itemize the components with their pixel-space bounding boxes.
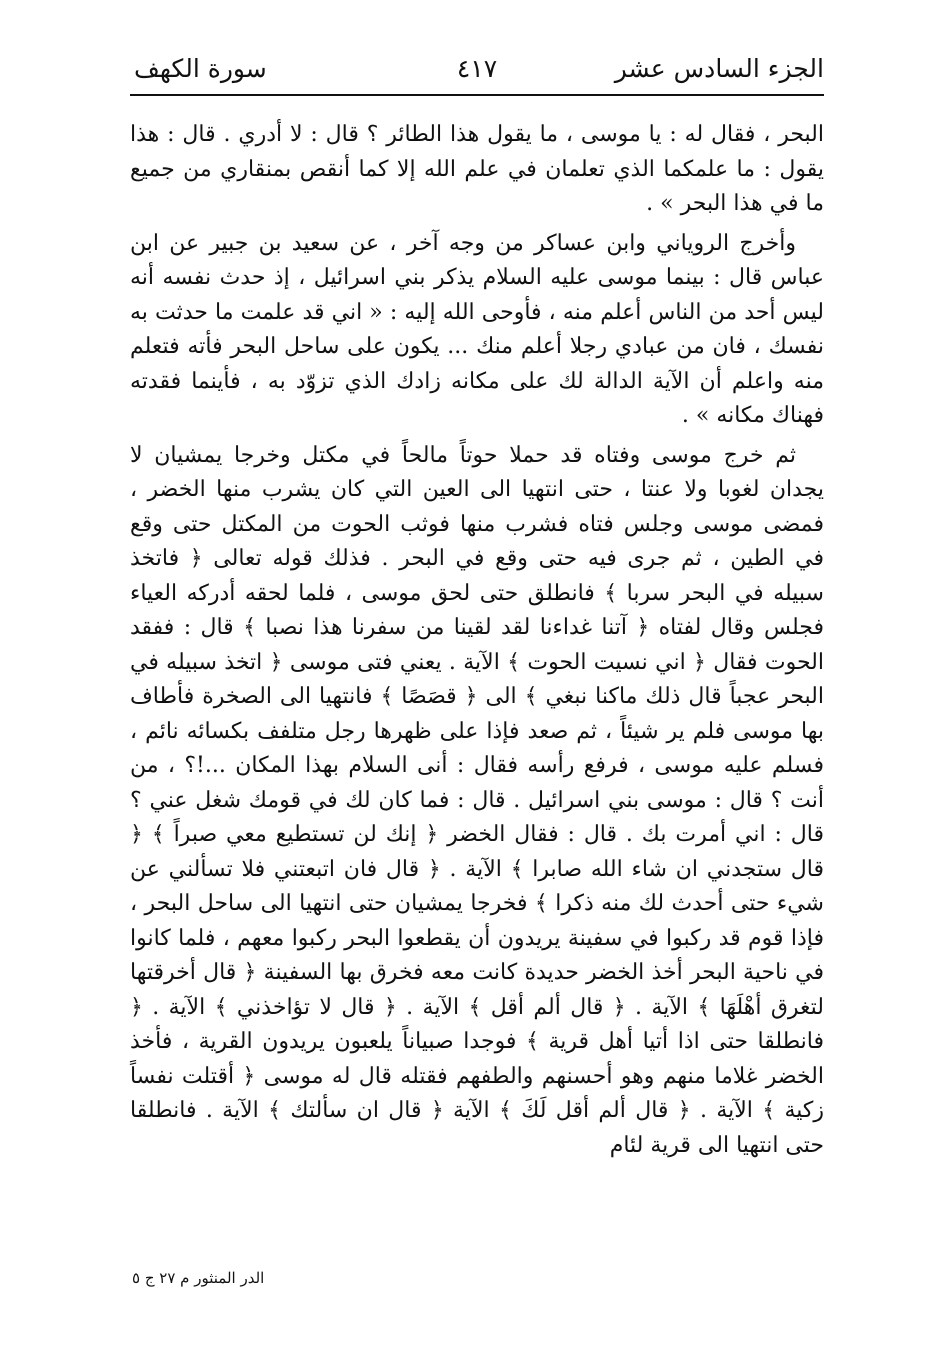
header-surah-label: سورة الكهف xyxy=(134,54,267,83)
running-header xyxy=(130,46,824,92)
header-rule xyxy=(130,94,824,96)
page-number: ٤١٧ xyxy=(456,54,498,83)
header-part-label: الجزء السادس عشر xyxy=(614,54,824,83)
paragraph-3: ثم خرج موسى وفتاه قد حملا حوتاً مالحاً في مكتل وخرجا يمشيان لا يجدان لغوبا ولا عنتا ، حتى انتهيا الى العين التي كان يشرب منها الخضر ، فمضى موسى وجلس فتاه فشرب منها فوثب الحوت من المكتل حتى وقع في الطين ، ثم جرى فيه حتى وقع في البحر . فذلك قوله تعالى ﴿ فاتخذ سبيله في البحر سربا ﴾ فانطلق حتى لحق موسى ، فلما لحقه أدركه العياء فجلس وقال لفتاه ﴿ آتنا غداءنا لقد لقينا من سفرنا هذا نصبا ﴾ قال : ففقد الحوت فقال ﴿ اني نسيت الحوت ﴾ الآية . يعني فتى موسى ﴿ اتخذ سبيله في البحر عجباً قال ذلك ماكنا نبغي ﴾ الى ﴿ قصَصًا ﴾ فانتهيا الى الصخرة فأطاف بها موسى فلم ير شيئاً ، ثم صعد فإذا على ظهرها رجل متلفف بكسائه نائم ، فسلم عليه موسى ، فرفع رأسه فقال : أنى السلام بهذا المكان ...!؟ ، من أنت ؟ قال : موسى بني اسرائيل . قال : فما كان لك في قومك شغل عني ؟ قال : اني أمرت بك . قال : فقال الخضر ﴿ إنك لن تستطيع معي صبراً ﴾ ﴿ قال ستجدني ان شاء الله صابرا ﴾ الآية . ﴿ قال فان اتبعتني فلا تسألني عن شيء حتى أحدث لك منه ذكرا ﴾ فخرجا يمشيان حتى انتهيا الى ساحل البحر ، فإذا قوم قد ركبوا في سفينة يريدون أن يقطعوا البحر ركبوا معهم ، فلما كانوا في ناحية البحر أخذ الخضر حديدة كانت معه فخرق بها السفينة ﴿ قال أخرقتها لتغرق أهْلَهَا ﴾ الآية . ﴿ قال ألم أقل ﴾ الآية . ﴿ قال لا تؤاخذني ﴾ الآية . ﴿ فانطلقا حتى اذا أتيا أهل قرية ﴾ فوجدا صبياناً يلعبون يريدون القرية ، فأخذ الخضر غلاما منهم وهو أحسنهم والطفهم فقتله قال له موسى ﴿ أقتلت نفساً زكية ﴾ الآية . ﴿ قال ألم أقل لَكَ ﴾ الآية ﴿ قال ان سألتك ﴾ الآية . فانطلقا حتى انتهيا الى قرية لئام xyxy=(130,442,824,1158)
body-text xyxy=(130,118,824,1168)
footer-signature: الدر المنثور م ٢٧ ج ٥ xyxy=(132,1269,265,1287)
paragraph-1: البحر ، فقال له : يا موسى ، ما يقول هذا الطائر ؟ قال : لا أدري . قال : هذا يقول : ما علمكما الذي تعلمان في علم الله إلا كما أنقص بمنقاري من جميع ما في هذا البحر » . xyxy=(130,122,824,216)
paragraph-2: وأخرج الروياني وابن عساكر من وجه آخر ، عن سعيد بن جبير عن ابن عباس قال : بينما موسى عليه السلام يذكر بني اسرائيل ، إذ حدث نفسه أنه ليس أحد من الناس أعلم منه ، فأوحى الله إليه : « اني قد علمت ما حدثت به نفسك ، فان من عبادي رجلا أعلم منك ... يكون على ساحل البحر فأته فتعلم منه واعلم أن الآية الدالة لك على مكانه زادك الذي تزوّد به ، فأينما فقدته فهناك مكانه » . xyxy=(130,230,824,428)
